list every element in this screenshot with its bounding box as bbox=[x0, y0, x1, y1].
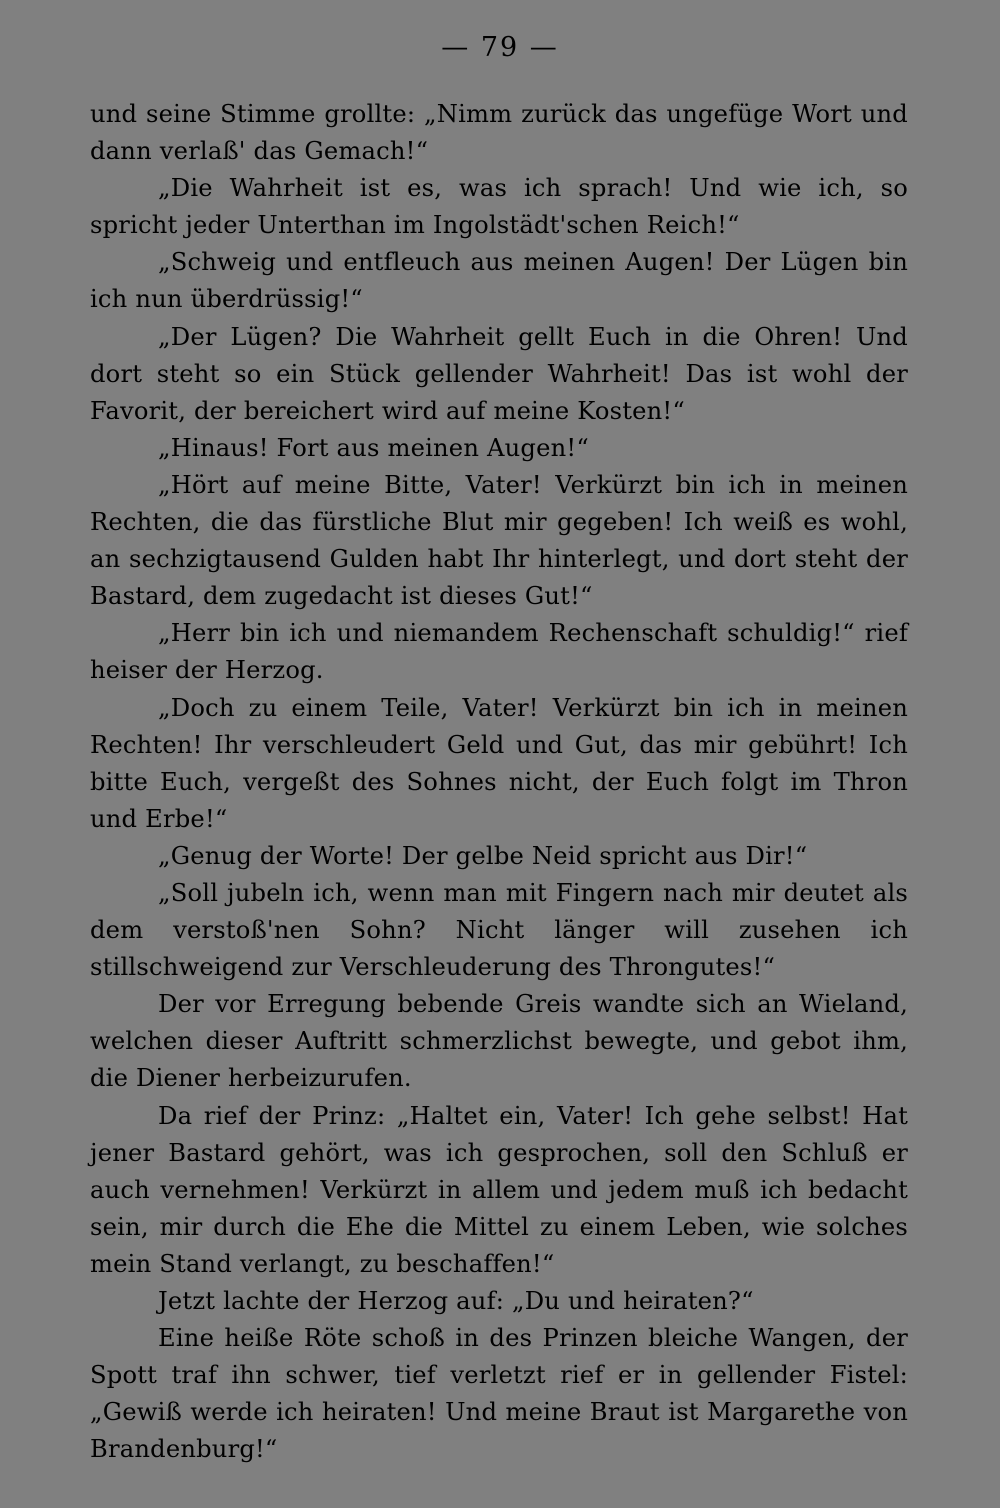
paragraph: Eine heiße Röte schoß in des Prinzen bleiche Wangen, der Spott traf ihn schwer, tief verletzt rief er in gellender Fistel: „Gewiß werde ich heiraten! Und meine Braut ist Margarethe von Brandenburg!“ bbox=[90, 1324, 908, 1464]
paragraph: und seine Stimme grollte: „Nimm zurück das ungefüge Wort und dann verlaß' das Gemach!“ bbox=[90, 100, 908, 166]
paragraph: „Der Lügen? Die Wahrheit gellt Euch in die Ohren! Und dort steht so ein Stück gellender Wahrheit! Das ist wohl der Favorit, der bereichert wird auf meine Kosten!“ bbox=[90, 322, 908, 425]
page-text-body bbox=[90, 96, 908, 1468]
paragraph: „Soll jubeln ich, wenn man mit Fingern nach mir deutet als dem verstoß'nen Sohn? Nicht länger will zusehen ich stillschweigend zur Verschleuderung des Throngutes!“ bbox=[90, 878, 908, 982]
paragraph: Jetzt lachte der Herzog auf: „Du und heiraten?“ bbox=[158, 1287, 754, 1315]
paragraph: „Genug der Worte! Der gelbe Neid spricht aus Dir!“ bbox=[158, 841, 808, 870]
paragraph: Da rief der Prinz: „Haltet ein, Vater! Ich gehe selbst! Hat jener Bastard gehört, was ich gesprochen, soll den Schluß er auch vernehmen! Verkürzt in allem und jedem muß ich bedacht sein, mir durch die Ehe die Mittel zu einem Leben, wie solches mein Stand verlangt, zu beschaffen!“ bbox=[90, 1101, 908, 1278]
page-number: — 79 — bbox=[441, 32, 559, 63]
paragraph: „Doch zu einem Teile, Vater! Verkürzt bin ich in meinen Rechten! Ihr verschleudert Geld und Gut, das mir gebührt! Ich bitte Euch, vergeßt des Sohnes nicht, der Euch folgt im Thron und Erbe!“ bbox=[90, 693, 908, 833]
paragraph: Der vor Erregung bebende Greis wandte sich an Wieland, welchen dieser Auftritt schmerzlichst bewegte, und gebot ihm, die Diener herbeizurufen. bbox=[90, 990, 908, 1093]
paragraph: „Schweig und entfleuch aus meinen Augen! Der Lügen bin ich nun überdrüssig!“ bbox=[90, 248, 908, 314]
paragraph: „Die Wahrheit ist es, was ich sprach! Und wie ich, so spricht jeder Unterthan im Ingolstädt'schen Reich!“ bbox=[90, 174, 908, 240]
paragraph: „Hört auf meine Bitte, Vater! Verkürzt bin ich in meinen Rechten, die das fürstliche Blut mir gegeben! Ich weiß es wohl, an sechzigtausend Gulden habt Ihr hinterlegt, und dort steht der Bastard, dem zugedacht ist dieses Gut!“ bbox=[90, 470, 908, 611]
paragraph: „Hinaus! Fort aus meinen Augen!“ bbox=[158, 433, 589, 462]
paragraph: „Herr bin ich und niemandem Rechenschaft schuldig!“ rief heiser der Herzog. bbox=[90, 619, 908, 685]
